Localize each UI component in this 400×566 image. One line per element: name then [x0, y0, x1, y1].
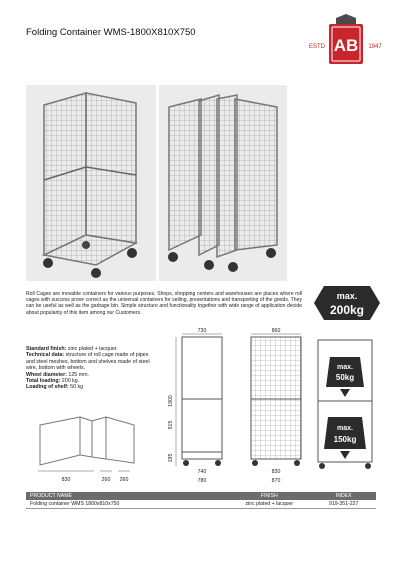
cell-finish: zinc plated + lacquer — [245, 501, 294, 507]
dim-side-base: 830 — [271, 469, 281, 475]
col-product-name: PRODUCT NAME — [30, 493, 72, 499]
dim-folded-depth: 830 — [61, 477, 71, 483]
front-view-drawing — [150, 325, 245, 485]
dim-folded-b: 260 — [119, 477, 129, 483]
product-photo-assembled — [26, 85, 156, 281]
total-load-label: max. — [336, 291, 358, 301]
shelf-load-label: max. — [337, 364, 353, 371]
side-view-drawing — [245, 325, 307, 485]
cell-product-name: Folding container WMS 1800x810x750 — [30, 501, 120, 507]
col-index: INDEX — [335, 493, 352, 499]
shelf-load-value: 50kg — [335, 373, 355, 382]
dim-height: 1900 — [168, 395, 174, 407]
folded-view-drawing — [30, 415, 150, 487]
dim-mid: 915 — [168, 420, 174, 430]
spec-item: Technical data: structure of roll cage made of pipes and steel meshes, bottom and shelves made of steel wire, bottom with wheels. — [26, 352, 150, 372]
intro-paragraph: Roll Cages are movable containers for various purposes. Shops, shopping centers and warehouses are places where roll cages with success prove correct as the universal containers for selling, presentations and transporting of the goods. They can be useful as well as the garbage bin. Simple structure and functionality together with wide range of application decide about popularity of this item among our Customers. — [26, 291, 302, 316]
table-header — [26, 492, 376, 500]
load-diagram — [312, 337, 380, 485]
spec-list — [26, 346, 156, 391]
company-logo — [306, 14, 386, 72]
logo-letters: AB — [333, 36, 359, 55]
spec-item: Total loading: 200 kg. — [26, 378, 80, 385]
spec-item: Standard finish: zinc plated + lacquer. — [26, 346, 118, 352]
total-load-badge — [312, 283, 382, 323]
dim-side-width: 860 — [271, 328, 281, 334]
base-load-label: max. — [337, 425, 353, 432]
dim-front-base: 740 — [197, 469, 207, 475]
spec-item: Loading of shelf: 50 kg — [26, 384, 84, 391]
base-load-value: 150kg — [333, 435, 357, 444]
logo-left-text: ESTD — [308, 44, 326, 50]
page-title: Folding Container WMS-1800X810X750 — [26, 27, 196, 38]
table-row — [26, 500, 376, 509]
logo-right-text: 1947 — [368, 44, 382, 50]
dim-front-base-outer: 780 — [197, 478, 207, 484]
dim-folded-a: 260 — [101, 477, 111, 483]
dim-bottom: 195 — [168, 453, 174, 463]
dim-side-base-outer: 870 — [271, 478, 281, 484]
spec-item: Wheel diameter: 125 mm. — [26, 371, 89, 378]
product-photo-folded — [159, 85, 287, 281]
cell-index: 919-351-227 — [328, 501, 359, 507]
product-table — [26, 492, 376, 509]
dim-front-width: 730 — [197, 328, 207, 334]
total-load-value: 200kg — [329, 303, 365, 317]
col-finish: FINISH — [260, 493, 278, 499]
